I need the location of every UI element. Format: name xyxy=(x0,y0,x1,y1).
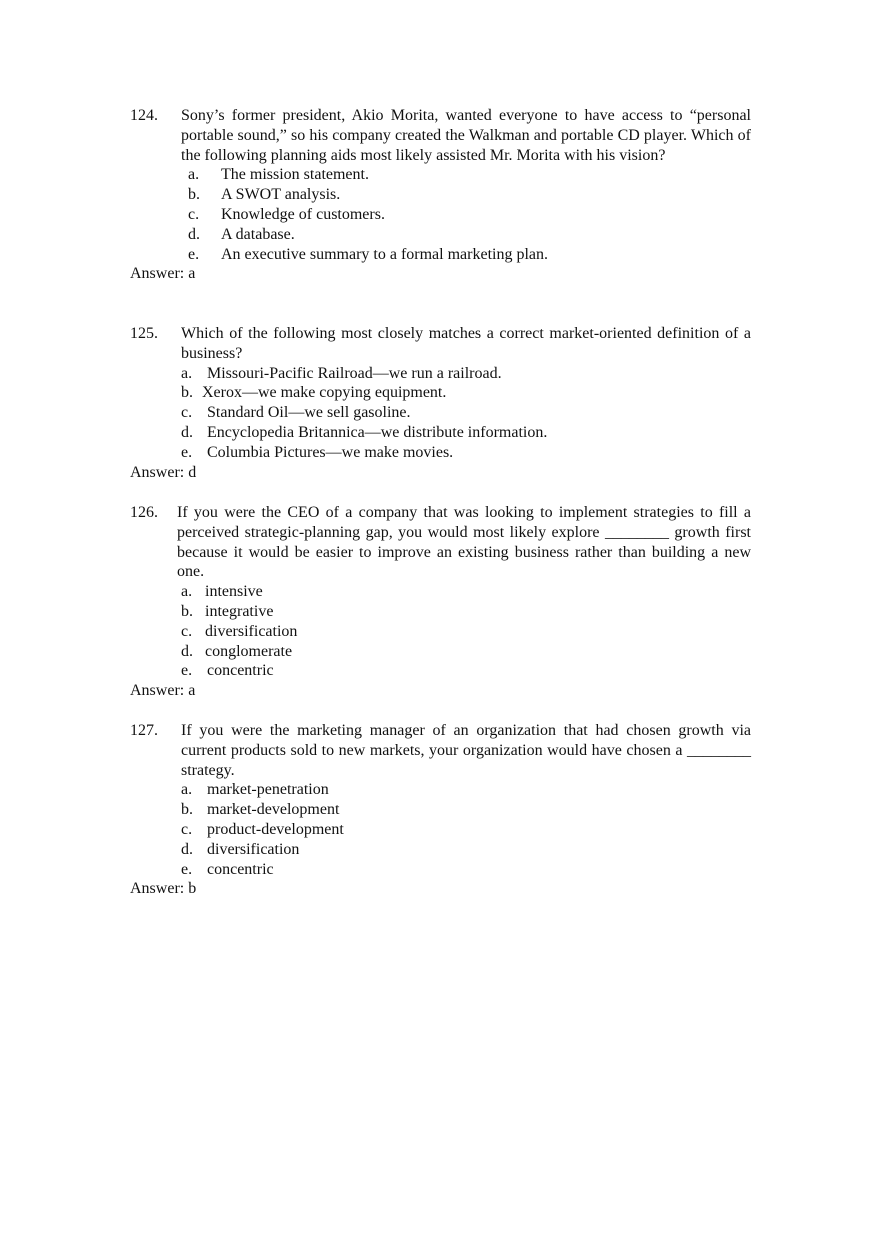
option-text: market-development xyxy=(207,801,340,819)
option-letter: a. xyxy=(181,781,193,799)
option-text: product-development xyxy=(207,820,344,838)
question-number: 125. xyxy=(130,325,158,342)
question-127 xyxy=(130,721,751,899)
option-text: Standard Oil—we sell gasoline. xyxy=(207,404,411,422)
option-text: diversification xyxy=(205,622,298,640)
option-text: intensive xyxy=(205,583,263,601)
option-item xyxy=(181,622,751,642)
option-item xyxy=(181,383,751,403)
option-text: market-penetration xyxy=(207,781,329,799)
option-letter: b. xyxy=(188,186,200,204)
option-letter: b. xyxy=(181,384,193,402)
question-stem: If you were the marketing manager of an organization that had chosen growth via current products sold to new markets, your organization would have chosen a ________ strategy. xyxy=(181,722,751,779)
option-item xyxy=(188,225,751,245)
option-item xyxy=(181,820,751,840)
option-letter: b. xyxy=(181,602,193,620)
option-item xyxy=(188,245,751,265)
option-text: The mission statement. xyxy=(221,166,369,184)
option-letter: a. xyxy=(188,166,200,184)
option-text: concentric xyxy=(207,860,274,878)
option-letter: e. xyxy=(181,662,193,680)
option-item xyxy=(181,582,751,602)
option-list xyxy=(130,165,751,264)
question-126 xyxy=(130,503,751,701)
question-stem: If you were the CEO of a company that was looking to implement strategies to fill a perceived strategic-planning gap, you would most likely explore ________ growth first because it would be easier to improve an existing business rather than building a new one. xyxy=(177,504,751,581)
option-item xyxy=(188,185,751,205)
question-125 xyxy=(130,324,751,482)
question-number: 126. xyxy=(130,504,158,521)
option-item xyxy=(181,423,751,443)
option-list xyxy=(130,582,751,681)
option-text: Encyclopedia Britannica—we distribute information. xyxy=(207,423,548,441)
option-item xyxy=(181,840,751,860)
option-letter: a. xyxy=(181,364,193,382)
option-letter: d. xyxy=(181,840,193,858)
option-text: concentric xyxy=(207,662,274,680)
option-item xyxy=(181,602,751,622)
option-text: Knowledge of customers. xyxy=(221,205,385,223)
option-text: A database. xyxy=(221,225,295,243)
option-item xyxy=(181,780,751,800)
option-text: Columbia Pictures—we make movies. xyxy=(207,443,454,461)
answer-line: Answer: d xyxy=(130,463,197,481)
question-stem: Sony’s former president, Akio Morita, wanted everyone to have access to “personal portable sound,” so his company created the Walkman and portable CD player. Which of the following planning aids most likely assisted Mr. Morita with his vision? xyxy=(181,107,751,164)
option-item xyxy=(181,443,751,463)
option-item xyxy=(181,364,751,384)
question-124 xyxy=(130,106,751,284)
option-item xyxy=(181,403,751,423)
option-item xyxy=(181,800,751,820)
option-item xyxy=(181,642,751,662)
option-item xyxy=(188,205,751,225)
question-number: 127. xyxy=(130,722,158,739)
option-text: Xerox—we make copying equipment. xyxy=(202,384,447,402)
question-number: 124. xyxy=(130,107,158,124)
option-item xyxy=(181,860,751,880)
option-text: diversification xyxy=(207,840,300,858)
answer-line: Answer: a xyxy=(130,265,196,283)
option-letter: e. xyxy=(181,860,193,878)
option-letter: d. xyxy=(181,642,193,660)
option-text: Missouri-Pacific Railroad—we run a railroad. xyxy=(207,364,502,382)
option-list xyxy=(130,780,751,879)
option-letter: e. xyxy=(188,245,200,263)
question-stem: Which of the following most closely matches a correct market-oriented definition of a business? xyxy=(181,325,751,362)
option-item xyxy=(188,165,751,185)
answer-line: Answer: a xyxy=(130,682,196,700)
option-list xyxy=(130,364,751,463)
option-letter: a. xyxy=(181,583,193,601)
option-item xyxy=(181,661,751,681)
option-letter: c. xyxy=(181,622,193,640)
answer-line: Answer: b xyxy=(130,880,197,898)
option-letter: e. xyxy=(181,443,193,461)
option-letter: b. xyxy=(181,801,193,819)
option-text: An executive summary to a formal marketing plan. xyxy=(221,245,549,263)
option-text: conglomerate xyxy=(205,642,293,660)
option-text: integrative xyxy=(205,602,274,620)
option-letter: c. xyxy=(181,820,193,838)
option-letter: d. xyxy=(188,225,200,243)
option-letter: c. xyxy=(181,404,193,422)
option-letter: d. xyxy=(181,423,193,441)
option-letter: c. xyxy=(188,205,200,223)
option-text: A SWOT analysis. xyxy=(221,186,341,204)
